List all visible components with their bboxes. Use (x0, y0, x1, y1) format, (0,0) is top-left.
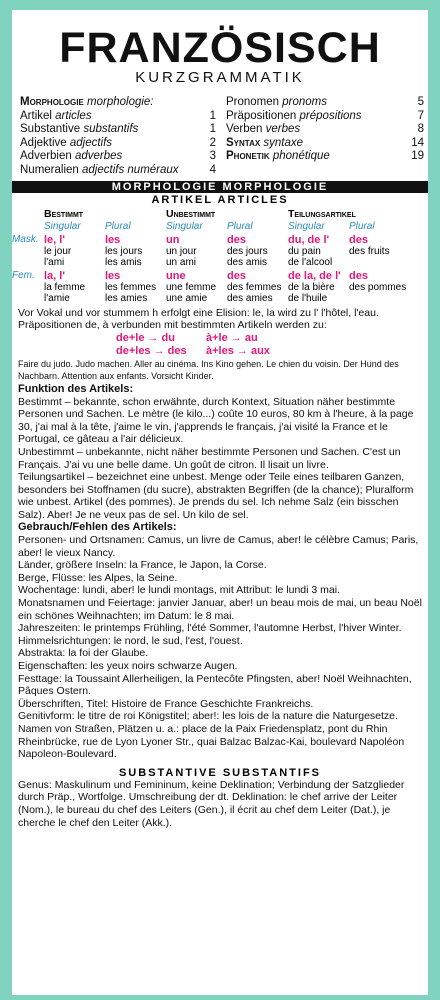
contraction-row-2: de+les → des à+les → aux (116, 344, 270, 357)
table-of-contents (20, 96, 424, 178)
section-heading-substantifs: SUBSTANTIVE SUBSTANTIFS (118, 766, 322, 779)
toc-item[interactable]: Substantive substantifs 1 (20, 123, 216, 136)
toc-item[interactable]: Adverbien adverbes 3 (20, 150, 216, 163)
article-table-subheads: Singular Plural Singular Plural Singular Plural (44, 220, 375, 232)
contraction-row-1: de+le → du à+le → au (116, 331, 258, 344)
section-bar-morphologie: MORPHOLOGIE MORPHOLOGIE (12, 181, 428, 193)
toc-item[interactable]: Verben verbes 8 (226, 123, 424, 136)
page-title: FRANZÖSISCH (59, 24, 381, 72)
genus-text: Genus: Maskulinum und Femininum, keine Deklination; Verbindung der Satzglieder durch Präp., Wortfolge. Umschreibung der dt. Deklination: le chef arrive der Leiter (Nom.), le bureau du chef des Leiters (Gen.), il écrit au chef dem Leiter (Dat.), je cherche le chef den Leiter (Akk.). (18, 778, 405, 829)
toc-item[interactable]: Pronomen pronoms 5 (226, 96, 424, 108)
toc-left (20, 96, 222, 178)
toc-item[interactable]: Präpositionen prépositions 7 (226, 109, 424, 122)
toc-item[interactable]: Numeralien adjectifs numéraux 4 (20, 163, 216, 176)
article-row-masculine: Mask. le, l' le jour l'ami les les jours les amis un un jour un ami des des jours des amis du, de l' du pain de l'alcool des des fruits (12, 233, 390, 268)
article-usage: Faire du judo. Judo machen. Aller au cinéma. Ins Kino gehen. Le chien du voisin. Der Hund des Nachbarn. Attention aux enfants. Vorsicht Kinder. Funktion des Artikels: Bestimmt – bekannte, schon erwähnte, durch Kontext, Situation näher bestimmte Personen und Sachen. Le mètre (le kilo...) coûte 10 euros, 80 km à l'heure, à la page 30, j'ai mal à la tête, j'aime le vin, j'apprends le français, j'ai visité la France et le Portugal, ce gâteau a l'air délicieux. Unbestimmt – unbekannte, nicht näher bestimmte Personen und Sachen. C'est un Français. J'ai vu une belle dame. Un goût de citron. Il lisait un livre. Teilungsartikel – bezeichnet eine unbest. Menge oder Teile eines teilbaren Ganzen, besonders bei Stoffnamen (du sucre), abstrakten Begriffen (de la chance); Pluralform wie unbest. Artikel (des pommes). Je prends du sel. Ich nehme Salz (ein bisschen Salz). Aber! Je ne veux pas de sel. Un kilo de sel. Gebrauch/Fehlen des Artikels: Personen- und Ortsnamen: Camus, un livre de Camus, aber! le célèbre Camus; Paris, aber! le vieux Nancy. Länder, größere Inseln: la France, le Japon, la Corse. Berge, Flüsse: les Alpes, la Seine. Wochentage: lundi, aber! le lundi montags, mit Attribut: le lundi 3 mai. Monatsnamen und Feiertage: janvier Januar, aber! un beau mois de mai, un beau Noël ein schönes Weihnachten; im Datum: le 8 mai. Jahreszeiten: le printemps Frühling, l'été Sommer, l'automne Herbst, l'hiver Winter. Himmelsrichtungen: le nord, le sud, l'est, l'ouest. Abstrakta: la foi der Glaube. Eigenschaften: les yeux noirs schwarze Augen. Festtage: la Toussaint Allerheiligen, la Pentecôte Pfingsten, aber! Noël Weihnachten, Pâques Ostern. Überschriften, Titel: Histoire de France Geschichte Frankreichs. Genitivform: le titre de roi Königstitel; aber!: les lois de la nature die Naturgesetze. Namen von Straßen, Plätzen u. a.: place de la Paix Friedensplatz, pont du Rhin Rheinbrücke, rue de Lyon Lyoner Str., quai Balzac Balzac-Kai, boulevard Napoléon Napoleon-Boulevard. (18, 358, 422, 761)
toc-right (222, 96, 424, 178)
toc-item[interactable]: Syntax syntaxe 14 (226, 136, 424, 149)
article-row-feminine: Fem. la, l' la femme l'amie les les femmes les amies une une femme une amie des des femmes des amies de la, de l' de la bière de l'huile des des pommes (12, 269, 407, 304)
page-subtitle: KURZGRAMMATIK (135, 69, 305, 86)
toc-item[interactable]: Phonetik phonétique 19 (226, 150, 424, 163)
toc-item[interactable]: Adjektive adjectifs 2 (20, 136, 216, 149)
grammar-card (12, 10, 428, 995)
toc-item[interactable]: Morphologie morphologie: (20, 96, 154, 108)
article-table-heads: Bestimmt Unbestimmt Teilungsartikel (44, 207, 356, 220)
toc-item[interactable]: Artikel articles 1 (20, 109, 216, 122)
elision-text: Vor Vokal und vor stummem h erfolgt eine Elision: le, la wird zu l' l'hôtel, l'eau. Präpositionen de, à verbunden mit bestimmten Artikeln werden zu: (18, 306, 379, 332)
section-heading-articles: ARTIKEL ARTICLES (151, 193, 289, 206)
